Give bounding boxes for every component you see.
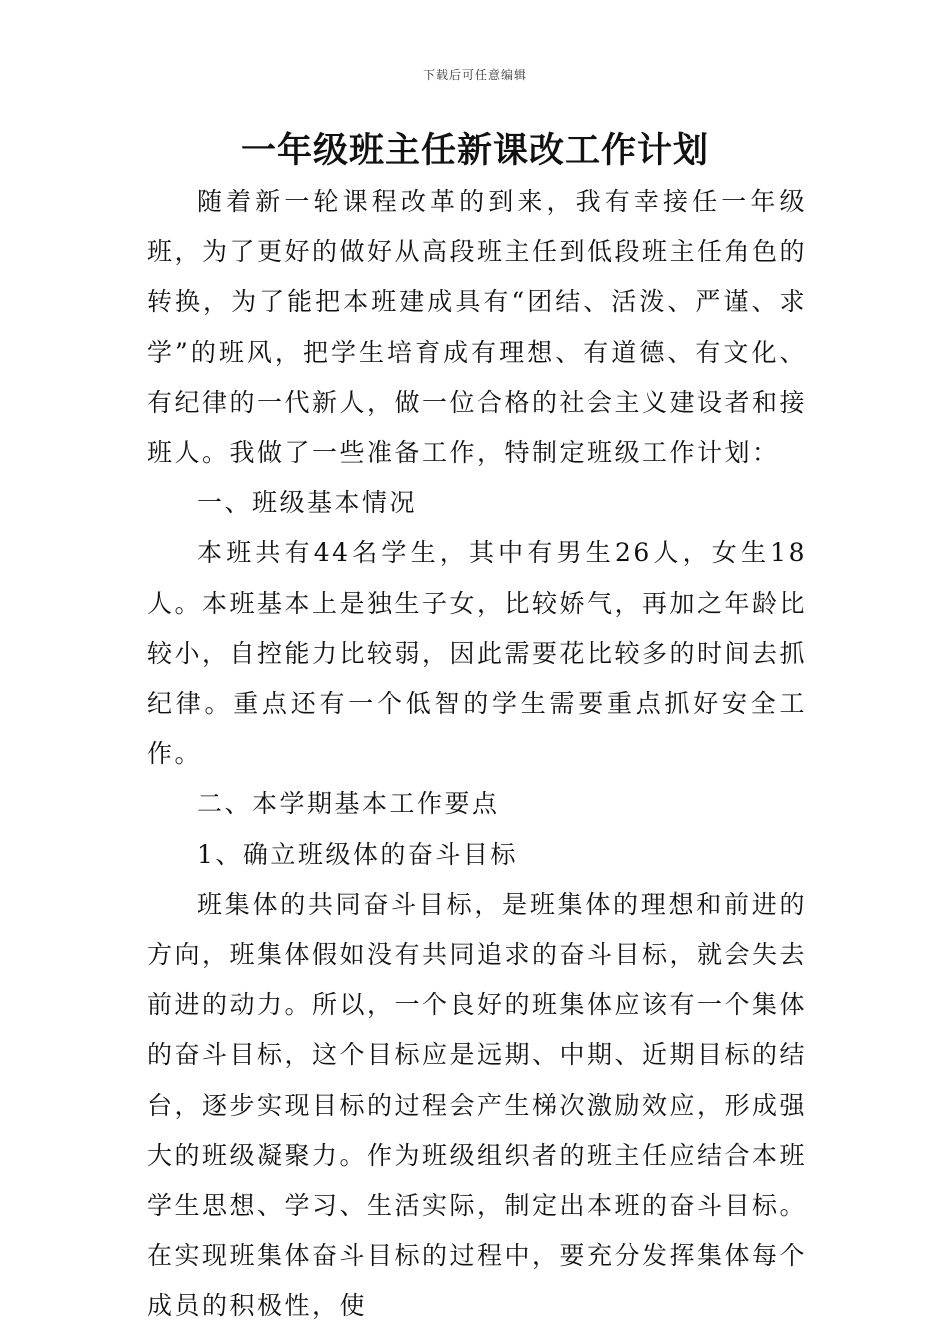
- header-note: 下载后可任意编辑: [422, 68, 527, 82]
- section-heading-class-situation: 一、班级基本情况: [197, 488, 418, 518]
- goals-paragraph: 班集体的共同奋斗目标，是班集体的理想和前进的方向，班集体假如没有共同追求的奋斗目标，就会失去前进的动力。所以，一个良好的班集体应该有一个集体的奋斗目标，这个目标应是远期、中期、近期目标的结台，逐步实现目标的过程会产生梯次激励效应，形成强大的班级凝聚力。作为班级组织者的班主任应结合本班学生思想、学习、生活实际，制定出本班的奋斗目标。在实现班集体奋斗目标的过程中，要充分发挥集体每个成员的积极性，使: [147, 889, 808, 1321]
- document-body: [147, 177, 807, 1332]
- intro-paragraph: 随着新一轮课程改革的到来，我有幸接任一年级班，为了更好的做好从高段班主任到低段班主任角色的转换，为了能把本班建成具有“团结、活泼、严谨、求学”的班风，把学生培育成有理想、有道德、有文化、有纪律的一代新人，做一位合格的社会主义建设者和接班人。我做了一些准备工作，特制定班级工作计划：: [147, 187, 808, 468]
- class-situation-paragraph: 本班共有44名学生，其中有男生26人，女生18人。本班基本上是独生子女，比较娇气，再加之年龄比较小，自控能力比较弱，因此需要花比较多的时间去抓纪律。重点还有一个低智的学生需要重点抓好安全工作。: [147, 538, 808, 769]
- document-title: 一年级班主任新课改工作计划: [240, 131, 709, 171]
- section-heading-work-points: 二、本学期基本工作要点: [197, 789, 500, 819]
- subsection-heading-goals: 1、确立班级体的奋斗目标: [197, 839, 518, 869]
